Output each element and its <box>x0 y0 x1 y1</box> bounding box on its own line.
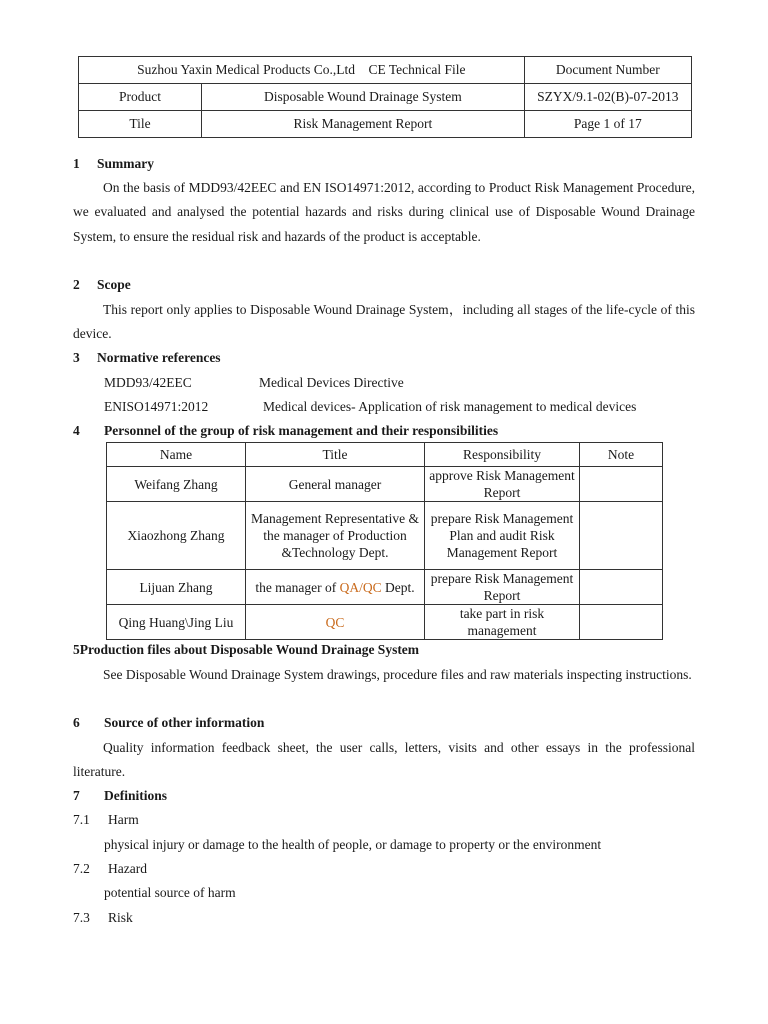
cell-responsibility: prepare Risk Management Plan and audit Risk Management Report <box>425 502 580 570</box>
company-name: Suzhou Yaxin Medical Products Co.,Ltd <box>137 62 355 77</box>
title-label: Tile <box>79 111 202 138</box>
definition-number: 7.1 <box>73 812 90 827</box>
doc-number-label: Document Number <box>524 57 691 84</box>
table-row <box>107 570 663 605</box>
document-header-table <box>78 56 692 138</box>
section-6-heading: 6 Source of other information <box>73 715 265 730</box>
cell-name: Weifang Zhang <box>107 467 246 502</box>
column-header: Note <box>580 443 663 467</box>
cell-note <box>580 467 663 502</box>
reference-desc: Medical devices- Application of risk management to medical devices <box>263 399 637 414</box>
cell-title: General manager <box>246 467 425 502</box>
cell-responsibility: take part in risk management <box>425 605 580 640</box>
reference-code: ENISO14971:2012 <box>104 399 209 414</box>
section-2-heading: 2 Scope <box>73 277 131 292</box>
table-row <box>107 605 663 640</box>
definition-term: Harm <box>108 812 139 827</box>
cell-title: QC <box>246 605 425 640</box>
definition-term: Risk <box>108 910 133 925</box>
definition-text: potential source of harm <box>104 885 236 900</box>
cell-responsibility: prepare Risk Management Report <box>425 570 580 605</box>
responsibilities-table <box>106 442 663 640</box>
cell-title: Management Representative & the manager of Production &Technology Dept. <box>246 502 425 570</box>
section-5-body: See Disposable Wound Drainage System drawings, procedure files and raw materials inspecting instructions. <box>103 667 692 682</box>
cell-name: Xiaozhong Zhang <box>107 502 246 570</box>
table-row <box>107 502 663 570</box>
table-row <box>107 467 663 502</box>
section-2-body: This report only applies to Disposable Wound Drainage System，including all stages of the life-cycle of this device. <box>73 302 695 342</box>
table-header-row <box>107 443 663 467</box>
cell-name: Lijuan Zhang <box>107 570 246 605</box>
reference-code: MDD93/42EEC <box>104 375 192 390</box>
section-3-heading: 3 Normative references <box>73 350 221 365</box>
definition-number: 7.2 <box>73 861 90 876</box>
definition-term: Hazard <box>108 861 147 876</box>
product-label: Product <box>79 84 202 111</box>
doc-number-value: SZYX/9.1-02(B)-07-2013 <box>524 84 691 111</box>
section-6-body: Quality information feedback sheet, the user calls, letters, visits and other essays in the professional literature. <box>73 740 695 780</box>
page-number: Page 1 of 17 <box>524 111 691 138</box>
product-value: Disposable Wound Drainage System <box>202 84 525 111</box>
section-1-heading: 1 Summary <box>73 156 154 171</box>
section-1-body: On the basis of MDD93/42EEC and EN ISO14971:2012, according to Product Risk Management Procedure, we evaluated and analysed the potential hazards and risks during clinical use of Disposable Wound Drainage System, to ensure the residual risk and hazards of the product is acceptable. <box>73 180 695 244</box>
cell-note <box>580 570 663 605</box>
definition-number: 7.3 <box>73 910 90 925</box>
cell-name: Qing Huang\Jing Liu <box>107 605 246 640</box>
cell-note <box>580 502 663 570</box>
highlighted-term: QA/QC <box>339 579 382 595</box>
section-7-heading: 7 Definitions <box>73 788 168 803</box>
cell-title: the manager of QA/QC Dept. <box>246 570 425 605</box>
column-header: Name <box>107 443 246 467</box>
company-cell <box>79 57 525 84</box>
definition-text: physical injury or damage to the health of people, or damage to property or the environment <box>104 837 602 852</box>
title-value: Risk Management Report <box>202 111 525 138</box>
file-type: CE Technical File <box>368 62 466 77</box>
cell-responsibility: approve Risk Management Report <box>425 467 580 502</box>
reference-desc: Medical Devices Directive <box>259 375 404 390</box>
column-header: Title <box>246 443 425 467</box>
section-4-heading: 4 Personnel of the group of risk management and their responsibilities <box>73 423 499 438</box>
section-5-heading: 5Production files about Disposable Wound Drainage System <box>73 642 420 657</box>
cell-note <box>580 605 663 640</box>
column-header: Responsibility <box>425 443 580 467</box>
